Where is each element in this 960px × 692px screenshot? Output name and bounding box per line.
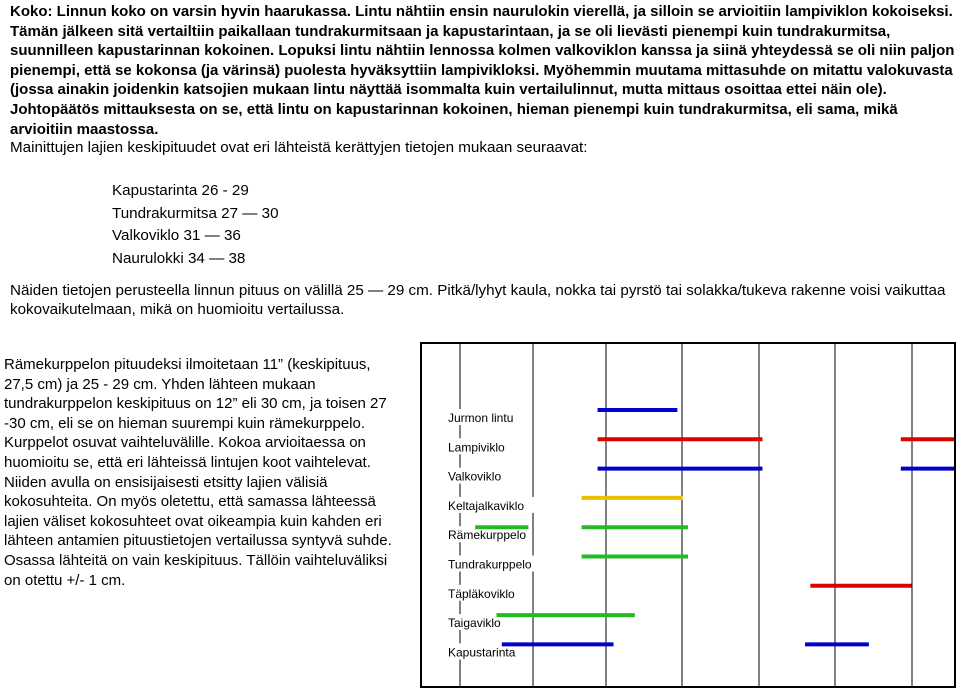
conclusion-paragraph: Näiden tietojen perusteella linnun pituus on välillä 25 — 29 cm. Pitkä/lyhyt kaula, nokka tai pyrstö tai solakka/tukeva rakenne voisi vaikuttaa kokovaikutelmaan, mikä on huomioitu vertailussa.	[10, 282, 946, 319]
size-paragraph	[10, 2, 955, 139]
category-label: Tundrakurppelo	[448, 557, 532, 572]
category-label: Rämekurppelo	[448, 528, 527, 543]
species-size-item: Valkoviklo 31 — 36	[112, 227, 241, 244]
species-size-item: Naurulokki 34 — 38	[112, 249, 246, 267]
size-range-chart-svg	[422, 344, 954, 686]
category-label: Täpläkoviklo	[448, 586, 515, 601]
species-intro: Mainittujen lajien keskipituudet ovat eri lähteistä kerättyjen tietojen mukaan seuraavat:	[10, 139, 588, 156]
kurppelo-paragraph: Rämekurppelon pituudeksi ilmoitetaan 11” (keskipituus, 27,5 cm) ja 25 - 29 cm. Yhden lähteen mukaan tundrakurppelon keskipituus on 12” eli 30 cm, ja toisen 27 -30 cm, eli se on hieman suurempi kuin rämekurppelo. Kurppelot osuvat vaihteluvälille. Kokoa arvioitaessa on huomioitu se, että eri lähteissä lintujen koot vaihtelevat. Niiden avulla on ensisijaisesti etsitty lajien välisiä kokosuhteita. On myös oletettu, että samassa lähteessä lajien väliset kokosuhteet ovat oikeampia kuin kahden eri lähteen antamien pituustietojen vertailussa syntyvä suhde. Osassa lähteitä on vain keskipituus. Tällöin vaihteluväliksi on otettu +/- 1 cm.	[4, 356, 392, 589]
size-heading: Koko:	[10, 3, 53, 20]
category-label: Jurmon lintu	[448, 411, 514, 425]
category-label: Valkoviklo	[448, 469, 502, 484]
size-paragraph-text: Linnun koko on varsin hyvin haarukassa. Lintu nähtiin ensin naurulokin vierellä, ja silloin se arvioitiin lampiviklon kokoiseksi. Tämän jälkeen sitä vertailtiin paikallaan tundrakurmitsaan ja kapustarintaan, ja se oli lievästi pienempi kuin tundrakurmitsa, suunnilleen kapustarinnan kokoinen. Lopuksi lintu nähtiin lennossa kolmen valkoviklon kanssa ja siinä yhteydessä se oli niin paljon pienempi, että se kokonsa (ja värinsä) puolesta hyväksyttiin lampivikloksi. Myöhemmin muutama mittasuhde on mitattu valokuvasta (jossa ainakin joidenkin katsojien mukaan lintu näyttää isommalta kuin vertailulinnut, mutta mittaus osoittaa ettei näin ole). Johtopäätös mittauksesta on se, että lintu on kapustarinnan kokoinen, hieman pienempi kuin tundrakurmitsa, eli sama, mikä arvioitiin maastossa.	[10, 3, 955, 138]
category-label: Keltajalkaviklo	[448, 498, 525, 513]
species-size-list	[112, 180, 279, 270]
species-size-item: Kapustarinta 26 - 29	[112, 182, 249, 199]
category-label: Kapustarinta	[448, 645, 516, 660]
category-label: Taigaviklo	[448, 616, 501, 631]
category-label: Lampiviklo	[448, 440, 505, 455]
species-size-item: Tundrakurmitsa 27 — 30	[112, 204, 279, 222]
size-range-chart	[420, 342, 956, 688]
